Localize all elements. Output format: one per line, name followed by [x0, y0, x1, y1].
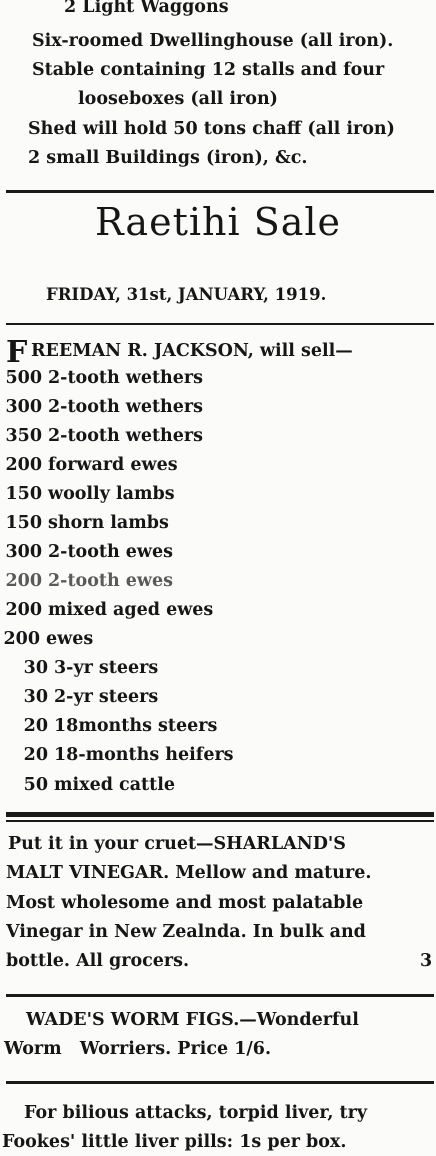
stock-row: 30 2-yr steers	[23, 687, 159, 707]
ad-line: Worm Worriers. Price 1/6.	[4, 1039, 272, 1059]
divider-heavy	[6, 812, 434, 817]
ad-line: Most wholesome and most palatable	[6, 893, 364, 913]
list-line: 2 small Buildings (iron), &c.	[28, 148, 308, 168]
divider	[6, 323, 434, 325]
ad-line: Fookes' little liver pills: 1s per box.	[2, 1132, 347, 1152]
stock-row: 150 woolly lambs	[5, 484, 175, 504]
stock-row: 200 ewes	[3, 629, 94, 649]
stock-row: 500 2-tooth wethers	[5, 368, 203, 388]
sale-intro: REEMAN R. JACKSON, will sell—	[31, 341, 353, 361]
ad-number: 3	[420, 951, 433, 971]
stock-row: 350 2-tooth wethers	[5, 426, 203, 446]
stock-row: 20 18months steers	[23, 716, 218, 736]
stock-row: 30 3-yr steers	[23, 658, 159, 678]
divider	[6, 994, 434, 997]
list-line: looseboxes (all iron)	[78, 89, 278, 109]
stock-row: 150 shorn lambs	[5, 513, 169, 533]
stock-row: 200 forward ewes	[5, 455, 178, 475]
ad-line: bottle. All grocers.	[6, 951, 190, 971]
divider	[6, 190, 434, 193]
ad-line: Put it in your cruet—SHARLAND'S	[8, 834, 346, 854]
divider	[6, 1081, 434, 1084]
ad-line: WADE'S WORM FIGS.—Wonderful	[26, 1010, 359, 1030]
divider	[6, 820, 434, 822]
drop-cap: F	[6, 335, 28, 370]
stock-row: 50 mixed cattle	[23, 775, 176, 795]
stock-row: 200 mixed aged ewes	[5, 600, 214, 620]
ad-line: Vinegar in New Zealnda. In bulk and	[6, 922, 366, 942]
stock-row: 20 18-months heifers	[23, 745, 234, 765]
stock-row: 300 2-tooth wethers	[5, 397, 203, 417]
stock-row: 300 2-tooth ewes	[5, 542, 173, 562]
list-line: Shed will hold 50 tons chaff (all iron)	[28, 119, 395, 139]
sale-date: FRIDAY, 31st, JANUARY, 1919.	[46, 285, 327, 304]
stock-row: 200 2-tooth ewes	[5, 571, 173, 591]
list-line: Stable containing 12 stalls and four	[32, 60, 385, 80]
list-line: 2 Light Waggons	[64, 0, 229, 17]
list-line: Six-roomed Dwellinghouse (all iron).	[32, 31, 394, 51]
sale-title: Raetihi Sale	[94, 200, 342, 244]
ad-line: MALT VINEGAR. Mellow and mature.	[6, 863, 372, 883]
ad-line: For bilious attacks, torpid liver, try	[24, 1103, 368, 1123]
